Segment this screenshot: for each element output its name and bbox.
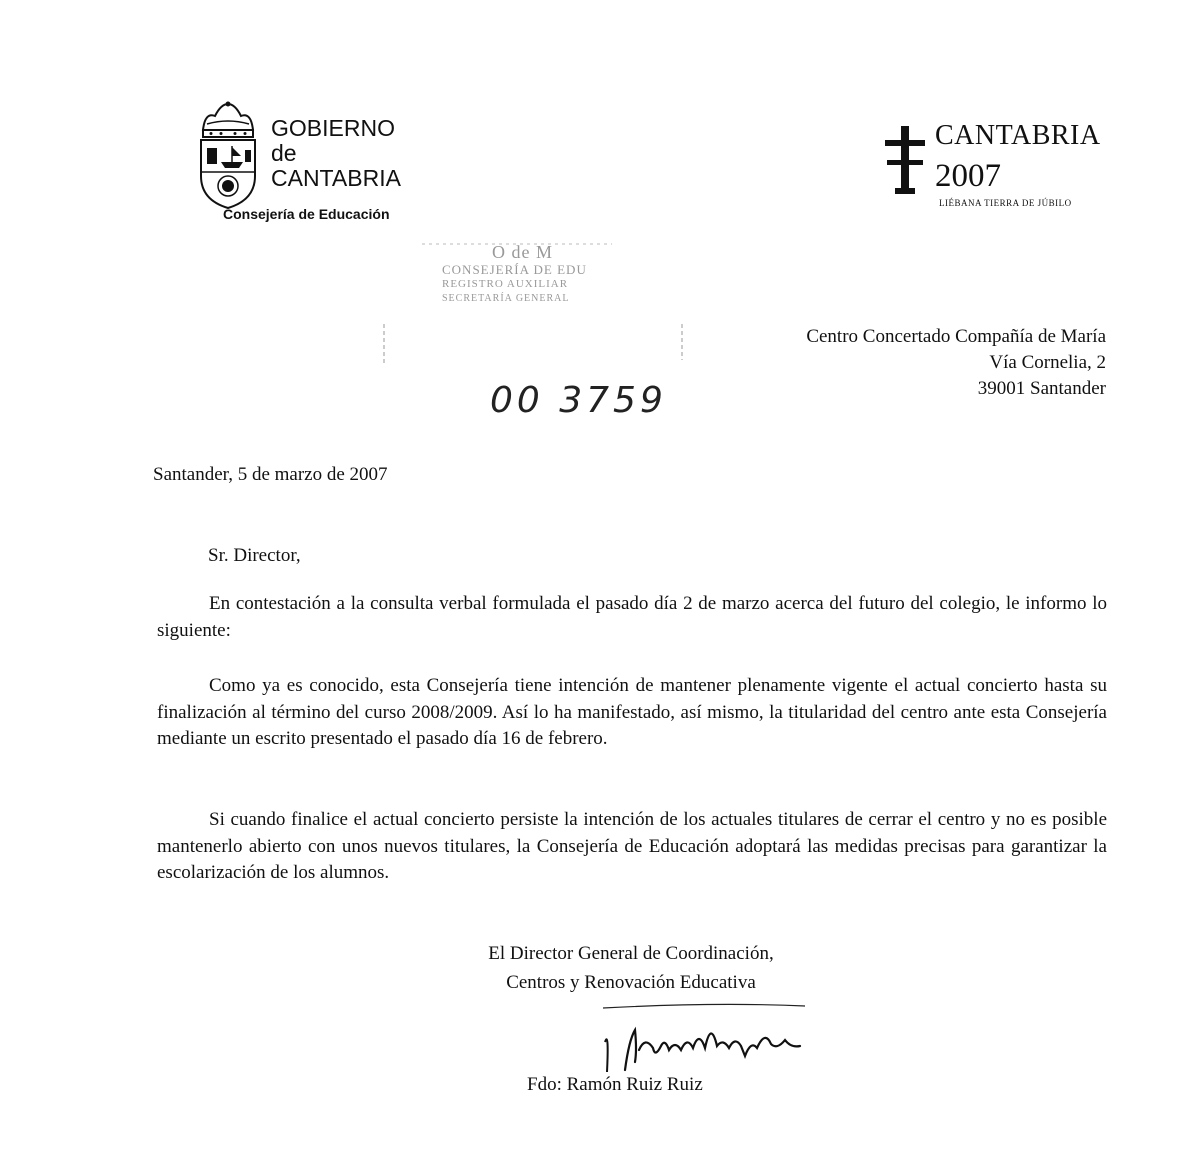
logo-title: CANTABRIA bbox=[935, 120, 1101, 151]
body-paragraph bbox=[157, 591, 1107, 644]
cross-icon bbox=[883, 126, 927, 194]
letter-date: Santander, 5 de marzo de 2007 bbox=[153, 464, 388, 485]
gov-line: de bbox=[271, 140, 297, 166]
signatory-title-line: El Director General de Coordinación, bbox=[488, 943, 774, 964]
addressee-line: Vía Cornelia, 2 bbox=[989, 352, 1106, 373]
stamp-line: CONSEJERÍA DE EDU bbox=[442, 262, 587, 277]
government-header bbox=[195, 100, 455, 230]
registry-number: 00 3759 bbox=[490, 380, 667, 421]
logo-tagline: LIÉBANA TIERRA DE JÚBILO bbox=[939, 198, 1072, 208]
salutation: Sr. Director, bbox=[208, 545, 301, 566]
stamp-line: O de M bbox=[492, 242, 553, 262]
cantabria-2007-logo bbox=[883, 118, 1123, 218]
government-name bbox=[271, 116, 401, 191]
coat-of-arms-icon bbox=[195, 100, 261, 210]
signatory-title-line: Centros y Renovación Educativa bbox=[506, 972, 756, 993]
handwritten-signature bbox=[595, 1000, 825, 1075]
gov-line: GOBIERNO bbox=[271, 115, 395, 141]
logo-year: 2007 bbox=[935, 158, 1001, 194]
gov-line: CANTABRIA bbox=[271, 165, 401, 191]
department-name: Consejería de Educación bbox=[223, 206, 390, 222]
paragraph-text: Si cuando finalice el actual concierto persiste la intención de los actuales titulares de cerrar el centro y no es posible mantenerlo abierto con unos nuevos titulares, la Consejería de Educación adoptará las medidas precisas para garantizar la escolarización de los alumnos. bbox=[157, 809, 1107, 883]
paragraph-text: En contestación a la consulta verbal formulada el pasado día 2 de marzo acerca del futuro del colegio, le informo lo siguiente: bbox=[157, 593, 1107, 641]
signatory-title bbox=[456, 939, 806, 997]
registry-stamp bbox=[382, 240, 692, 375]
stamp-line: SECRETARÍA GENERAL bbox=[442, 293, 570, 304]
body-paragraph bbox=[157, 807, 1107, 887]
addressee-line: Centro Concertado Compañía de María bbox=[806, 326, 1106, 347]
paragraph-text: Como ya es conocido, esta Consejería tiene intención de mantener plenamente vigente el actual concierto hasta su finalización al término del curso 2008/2009. Así lo ha manifestado, así mismo, la titularidad del centro ante esta Consejería mediante un escrito presentado el pasado día 16 de febrero. bbox=[157, 675, 1107, 749]
addressee-line: 39001 Santander bbox=[977, 378, 1106, 399]
addressee-block bbox=[806, 324, 1106, 402]
body-paragraph bbox=[157, 673, 1107, 753]
signed-by: Fdo: Ramón Ruiz Ruiz bbox=[527, 1074, 703, 1095]
stamp-line: REGISTRO AUXILIAR bbox=[442, 278, 569, 290]
